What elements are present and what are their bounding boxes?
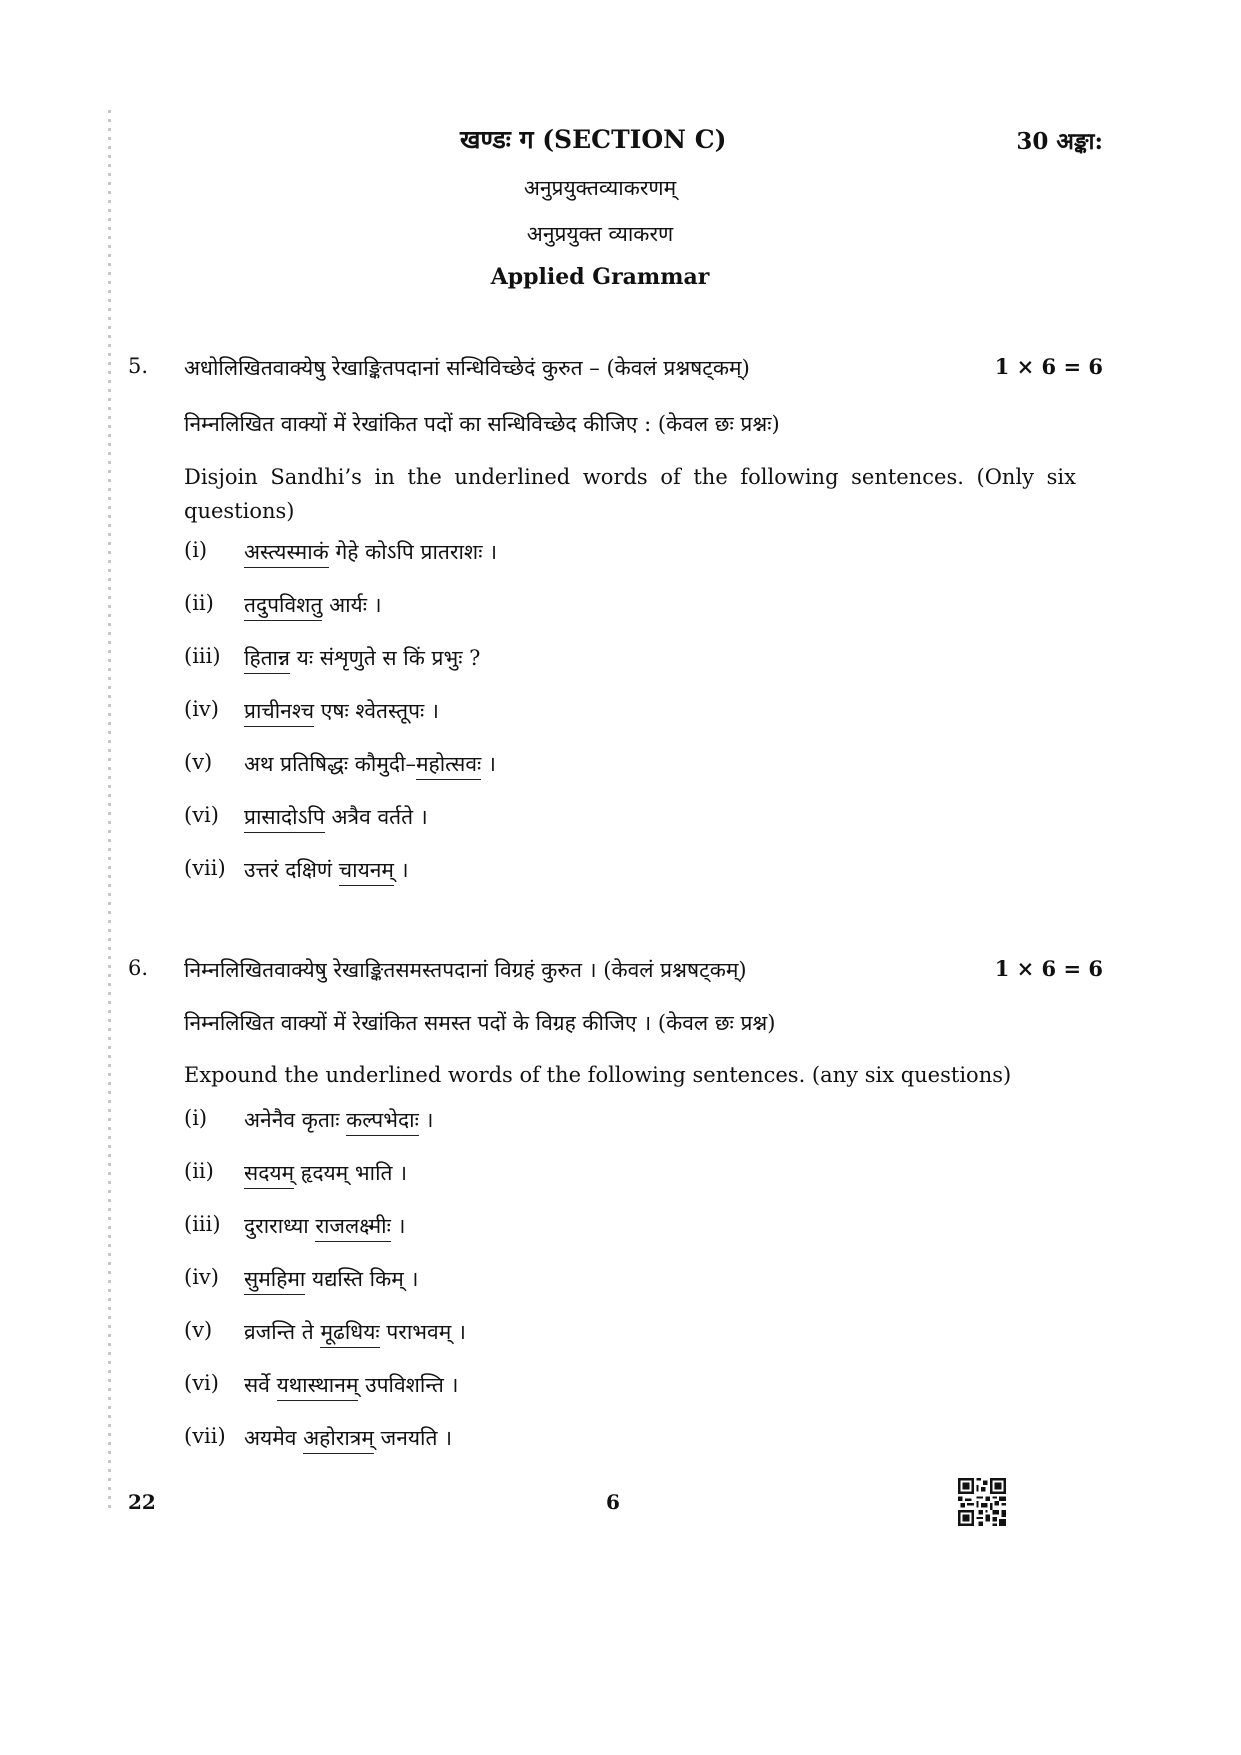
- item-rest: एषः श्वेतस्तूपः ।: [314, 699, 439, 723]
- item-rest: आर्यः ।: [322, 593, 382, 617]
- item-number: (vii): [184, 856, 226, 880]
- item-number: (iii): [184, 1212, 221, 1236]
- underlined-word: सदयम्: [244, 1161, 294, 1189]
- item-pre: उत्तरं दक्षिणं: [244, 858, 339, 882]
- underlined-word: कल्पभेदाः: [346, 1108, 419, 1136]
- item-number: (v): [184, 1318, 213, 1342]
- item-text: [244, 1212, 405, 1240]
- paper-code: 22: [128, 1490, 156, 1514]
- item-text: [244, 1371, 458, 1399]
- item-number: (vi): [184, 1371, 219, 1395]
- qr-code-icon: [958, 1478, 1006, 1526]
- item-number: (iii): [184, 644, 221, 668]
- item-rest: ।: [390, 1214, 406, 1238]
- section-title: खण्डः ग (SECTION C): [460, 125, 727, 154]
- item-rest: गेहे कोऽपि प्रातराशः ।: [328, 540, 498, 564]
- underlined-word: अहोरात्रम्: [303, 1426, 374, 1454]
- underlined-word: महोत्सवः: [416, 752, 481, 780]
- item-number: (i): [184, 1106, 208, 1130]
- item-text: [244, 1424, 452, 1452]
- underlined-word: अस्त्यस्माकं: [244, 540, 329, 568]
- item-rest: अत्रैव वर्तते ।: [324, 805, 428, 829]
- question-text-english: Expound the underlined words of the following sentences. (any six questions): [184, 1063, 1012, 1087]
- page-number: 6: [606, 1490, 620, 1514]
- item-number: (vii): [184, 1424, 226, 1448]
- subtitle-hindi: अनुप्रयुक्त व्याकरण: [526, 222, 674, 246]
- item-rest: यः संशृणुते स किं प्रभुः ?: [289, 646, 481, 670]
- subtitle-english: Applied Grammar: [490, 264, 710, 290]
- subtitle-sanskrit: अनुप्रयुक्तव्याकरणम्: [523, 176, 677, 200]
- underlined-word: प्राचीनश्च: [244, 699, 314, 727]
- underlined-word: हितान्न: [244, 646, 290, 674]
- item-text: [244, 1159, 407, 1187]
- item-text: [244, 644, 480, 672]
- item-text: [244, 591, 382, 619]
- question-text-hindi: निम्नलिखित वाक्यों में रेखांकित समस्त पदों के विग्रह कीजिए । (केवल छः प्रश्न): [184, 1011, 776, 1035]
- item-text: [244, 1318, 466, 1346]
- question-text-sanskrit: अधोलिखितवाक्येषु रेखाङ्कितपदानां सन्धिविच्छेदं कुरुत – (केवलं प्रश्नषट्कम्): [184, 356, 750, 380]
- item-pre: अयमेव: [244, 1426, 304, 1450]
- item-text: [244, 697, 439, 725]
- question-text-hindi: निम्नलिखित वाक्यों में रेखांकित पदों का सन्धिविच्छेद कीजिए : (केवल छः प्रश्नः): [184, 412, 780, 436]
- underlined-word: मूढधियः: [320, 1320, 379, 1348]
- item-rest: यद्यस्ति किम् ।: [305, 1267, 419, 1291]
- item-text: [244, 1265, 418, 1293]
- question-marks: 1 × 6 = 6: [994, 956, 1103, 981]
- item-pre: सर्वे: [244, 1373, 277, 1397]
- item-text: [244, 803, 428, 831]
- underlined-word: प्रासादोऽपि: [244, 805, 325, 833]
- item-number: (i): [184, 538, 208, 562]
- item-number: (ii): [184, 1159, 214, 1183]
- item-rest: ।: [418, 1108, 434, 1132]
- item-number: (ii): [184, 591, 214, 615]
- item-number: (iv): [184, 697, 219, 721]
- underlined-word: राजलक्ष्मीः: [315, 1214, 390, 1242]
- margin-code-strip: [108, 110, 111, 1510]
- item-pre: अथ प्रतिषिद्धः कौमुदी–: [244, 752, 416, 776]
- underlined-word: सुमहिमा: [244, 1267, 305, 1295]
- question-number: 6.: [128, 956, 149, 980]
- item-number: (v): [184, 750, 213, 774]
- item-rest: हृदयम् भाति ।: [294, 1161, 408, 1185]
- item-pre: दुराराध्या: [244, 1214, 316, 1238]
- item-text: [244, 538, 497, 566]
- underlined-word: तदुपविशतु: [244, 593, 322, 621]
- item-text: [244, 750, 496, 778]
- item-rest: जनयति ।: [373, 1426, 453, 1450]
- item-number: (iv): [184, 1265, 219, 1289]
- item-number: (vi): [184, 803, 219, 827]
- item-text: [244, 856, 409, 884]
- item-text: [244, 1106, 433, 1134]
- section-marks-total: 30 अङ्का:: [1016, 128, 1103, 155]
- item-pre: अनेनैव कृताः: [244, 1108, 347, 1132]
- item-rest: पराभवम् ।: [379, 1320, 466, 1344]
- question-number: 5.: [128, 354, 149, 378]
- item-rest: उपविशन्ति ।: [358, 1373, 459, 1397]
- item-pre: व्रजन्ति ते: [244, 1320, 321, 1344]
- question-marks: 1 × 6 = 6: [994, 354, 1103, 379]
- underlined-word: चायनम्: [339, 858, 394, 886]
- underlined-word: यथास्थानम्: [277, 1373, 359, 1401]
- question-text-english: Disjoin Sandhi’s in the underlined words of the following sentences. (Only six questions): [184, 465, 1076, 523]
- item-rest: ।: [393, 858, 409, 882]
- item-rest: ।: [481, 752, 496, 776]
- question-text-sanskrit: निम्नलिखितवाक्येषु रेखाङ्कितसमस्तपदानां विग्रहं कुरुत । (केवलं प्रश्नषट्कम्): [184, 958, 747, 982]
